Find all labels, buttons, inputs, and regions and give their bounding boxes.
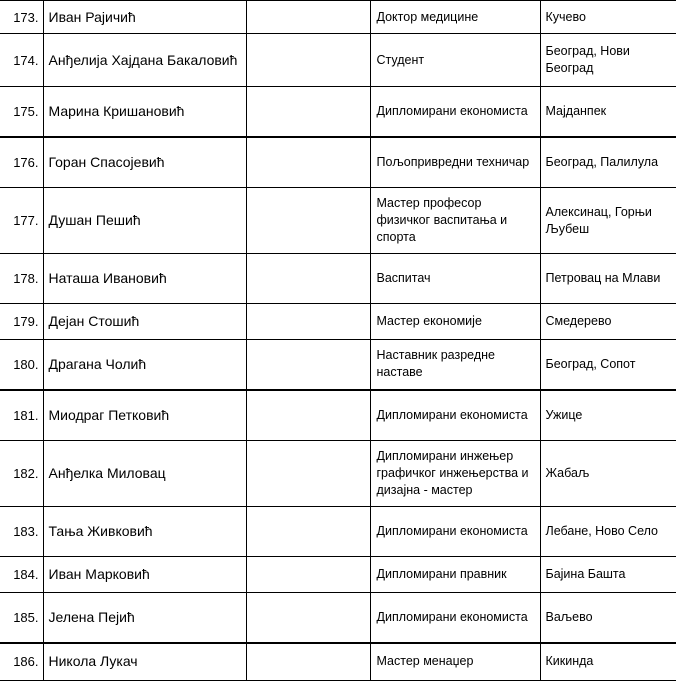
row-number: 176. xyxy=(0,137,43,188)
empty-cell xyxy=(246,1,370,34)
place: Кикинда xyxy=(540,643,676,681)
person-name: Душан Пешић xyxy=(43,188,246,254)
occupation: Наставник разредне наставе xyxy=(370,340,540,390)
table-row xyxy=(0,87,676,137)
row-number: 185. xyxy=(0,593,43,643)
table-row xyxy=(0,137,676,188)
row-number: 183. xyxy=(0,507,43,557)
table-row xyxy=(0,557,676,593)
occupation: Дипломирани економиста xyxy=(370,593,540,643)
person-name: Наташа Ивановић xyxy=(43,254,246,304)
person-name: Марина Кришановић xyxy=(43,87,246,137)
occupation: Мастер професор физичког васпитања и спорта xyxy=(370,188,540,254)
table-row xyxy=(0,507,676,557)
table-row xyxy=(0,188,676,254)
row-number: 182. xyxy=(0,441,43,507)
table-row xyxy=(0,34,676,87)
row-number: 179. xyxy=(0,304,43,340)
occupation: Мастер менаџер xyxy=(370,643,540,681)
row-number: 177. xyxy=(0,188,43,254)
occupation: Дипломирани правник xyxy=(370,557,540,593)
occupation: Доктор медицине xyxy=(370,1,540,34)
empty-cell xyxy=(246,87,370,137)
row-number: 186. xyxy=(0,643,43,681)
table-row xyxy=(0,390,676,441)
row-number: 181. xyxy=(0,390,43,441)
person-name: Миодраг Петковић xyxy=(43,390,246,441)
empty-cell xyxy=(246,557,370,593)
person-name: Горан Спасојевић xyxy=(43,137,246,188)
place: Жабаљ xyxy=(540,441,676,507)
occupation: Васпитач xyxy=(370,254,540,304)
empty-cell xyxy=(246,390,370,441)
table-row xyxy=(0,643,676,681)
row-number: 174. xyxy=(0,34,43,87)
empty-cell xyxy=(246,340,370,390)
occupation: Пољопривредни техничар xyxy=(370,137,540,188)
person-name: Дејан Стошић xyxy=(43,304,246,340)
occupation: Дипломирани економиста xyxy=(370,507,540,557)
row-number: 178. xyxy=(0,254,43,304)
row-number: 184. xyxy=(0,557,43,593)
empty-cell xyxy=(246,507,370,557)
place: Београд, Сопот xyxy=(540,340,676,390)
place: Ваљево xyxy=(540,593,676,643)
place: Лебане, Ново Село xyxy=(540,507,676,557)
table-row xyxy=(0,593,676,643)
empty-cell xyxy=(246,441,370,507)
empty-cell xyxy=(246,188,370,254)
place: Петровац на Млави xyxy=(540,254,676,304)
occupation: Мастер економије xyxy=(370,304,540,340)
row-number: 175. xyxy=(0,87,43,137)
place: Ужице xyxy=(540,390,676,441)
person-name: Тања Живковић xyxy=(43,507,246,557)
empty-cell xyxy=(246,643,370,681)
place: Смедерево xyxy=(540,304,676,340)
table-row xyxy=(0,304,676,340)
person-name: Никола Лукач xyxy=(43,643,246,681)
empty-cell xyxy=(246,304,370,340)
person-name: Иван Рајичић xyxy=(43,1,246,34)
occupation: Дипломирани економиста xyxy=(370,390,540,441)
person-name: Анђелка Миловац xyxy=(43,441,246,507)
occupation: Дипломирани инжењер графичког инжењерства и дизајна - мастер xyxy=(370,441,540,507)
person-name: Иван Марковић xyxy=(43,557,246,593)
place: Кучево xyxy=(540,1,676,34)
row-number: 180. xyxy=(0,340,43,390)
occupation: Студент xyxy=(370,34,540,87)
occupation: Дипломирани економиста xyxy=(370,87,540,137)
place: Бајина Башта xyxy=(540,557,676,593)
table-row xyxy=(0,441,676,507)
place: Мајданпек xyxy=(540,87,676,137)
place: Београд, Палилула xyxy=(540,137,676,188)
person-name: Драгана Чолић xyxy=(43,340,246,390)
person-name: Анђелија Хајдана Бакаловић xyxy=(43,34,246,87)
table-row xyxy=(0,340,676,390)
empty-cell xyxy=(246,137,370,188)
empty-cell xyxy=(246,254,370,304)
table-row xyxy=(0,254,676,304)
person-name: Јелена Пејић xyxy=(43,593,246,643)
empty-cell xyxy=(246,34,370,87)
place: Алексинац, Горњи Љубеш xyxy=(540,188,676,254)
place: Београд, Нови Београд xyxy=(540,34,676,87)
empty-cell xyxy=(246,593,370,643)
row-number: 173. xyxy=(0,1,43,34)
table-row xyxy=(0,1,676,34)
